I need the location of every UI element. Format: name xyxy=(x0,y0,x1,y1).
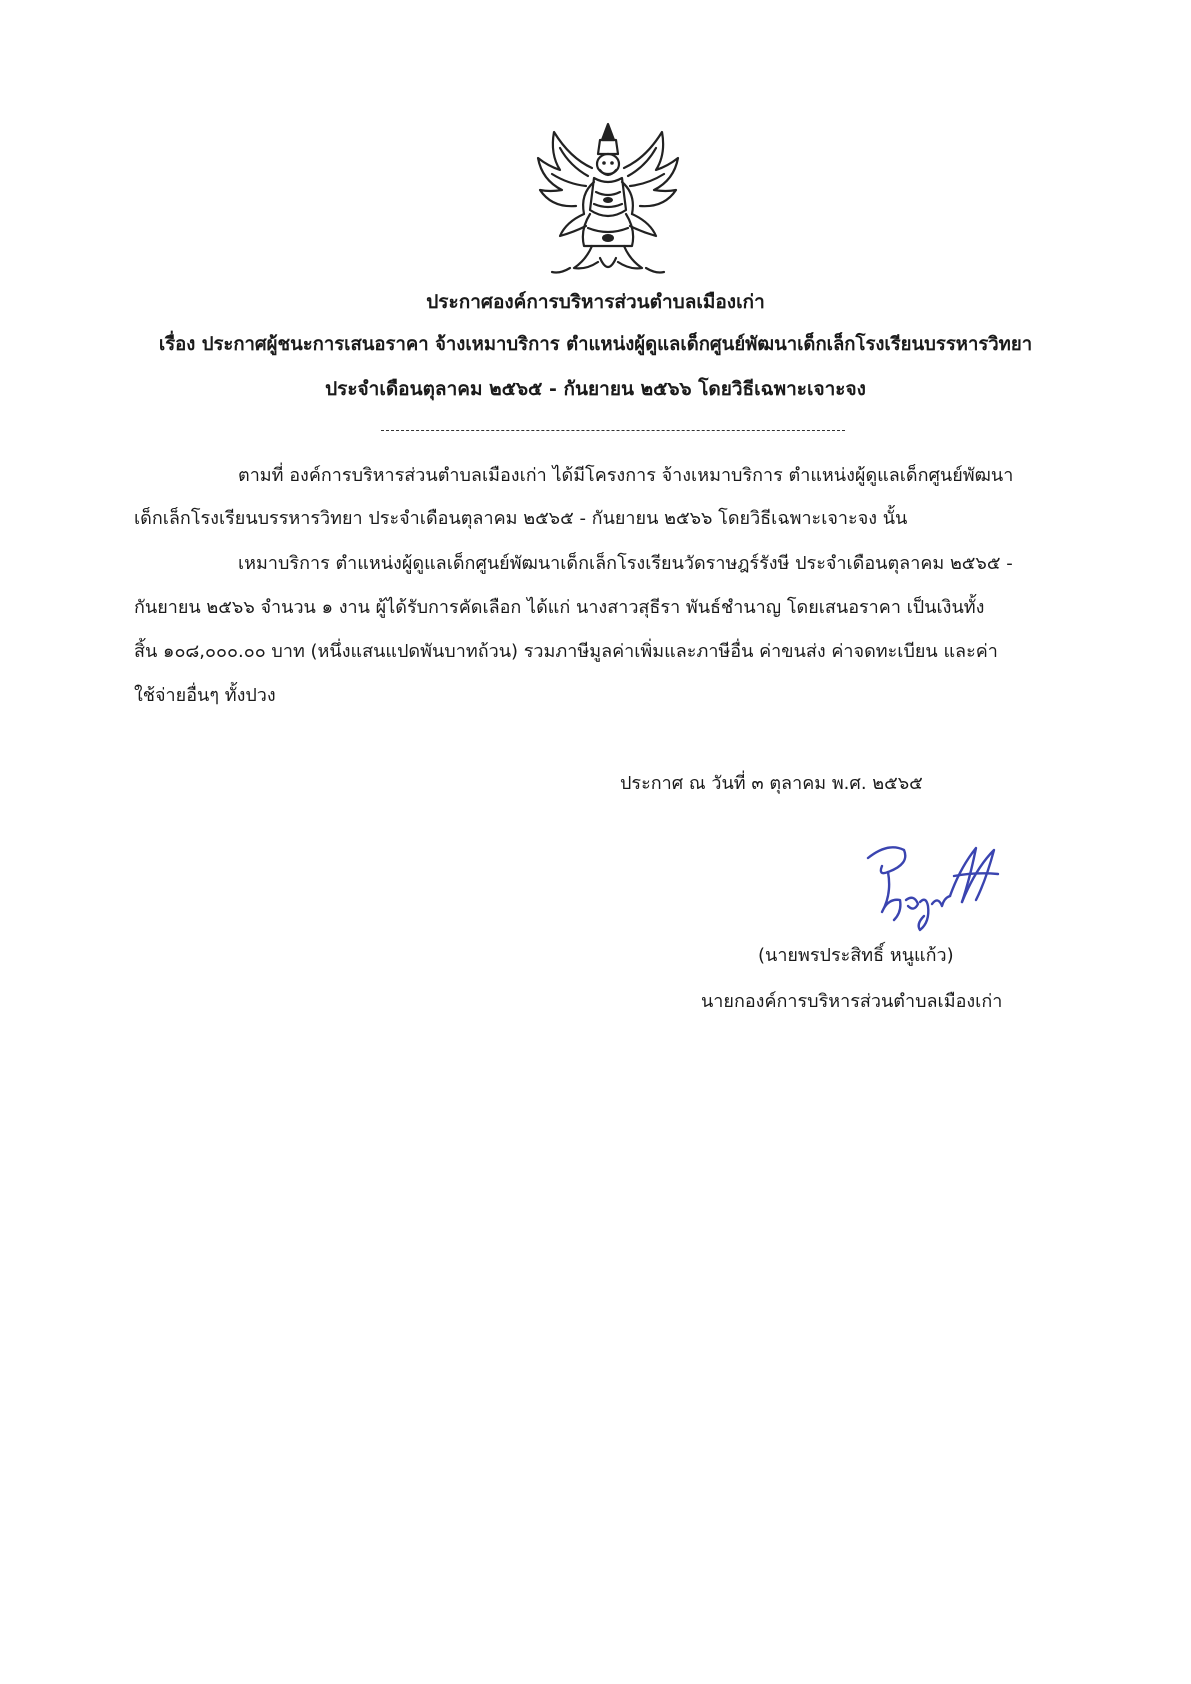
title-divider xyxy=(381,430,845,431)
paragraph-2-line-3: สิ้น ๑๐๘,๐๐๐.๐๐ บาท (หนึ่งแสนแปดพันบาทถ้วน) รวมภาษีมูลค่าเพิ่มและภาษีอื่น ค่าขนส่ง ค่าจดทะเบียน และค่า xyxy=(134,641,998,662)
signer-name: (นายพรประสิทธิ์ หนูแก้ว) xyxy=(758,945,954,966)
announcement-date: ประกาศ ณ วันที่ ๓ ตุลาคม พ.ศ. ๒๕๖๕ xyxy=(620,773,923,794)
paragraph-2-line-4: ใช้จ่ายอื่นๆ ทั้งปวง xyxy=(134,685,276,706)
garuda-emblem-icon xyxy=(530,118,686,284)
paragraph-2-line-2: กันยายน ๒๕๖๖ จำนวน ๑ งาน ผู้ได้รับการคัดเลือก ได้แก่ นางสาวสุธีรา พันธ์ชำนาญ โดยเสนอราคา เป็นเงินทั้ง xyxy=(134,597,985,618)
handwritten-signature-icon xyxy=(858,838,1008,934)
announcement-title: ประกาศองค์การบริหารส่วนตำบลเมืองเก่า xyxy=(426,291,765,313)
signer-title: นายกองค์การบริหารส่วนตำบลเมืองเก่า xyxy=(701,991,1003,1012)
paragraph-2-line-1: เหมาบริการ ตำแหน่งผู้ดูแลเด็กศูนย์พัฒนาเด็กเล็กโรงเรียนวัดราษฎร์รังษี ประจำเดือนตุลาคม ๒๕๖๕ - xyxy=(238,553,1013,574)
paragraph-1-line-2: เด็กเล็กโรงเรียนบรรหารวิทยา ประจำเดือนตุลาคม ๒๕๖๕ - กันยายน ๒๕๖๖ โดยวิธีเฉพาะเจาะจง นั้น xyxy=(134,508,908,529)
announcement-subject: เรื่อง ประกาศผู้ชนะการเสนอราคา จ้างเหมาบริการ ตำแหน่งผู้ดูแลเด็กศูนย์พัฒนาเด็กเล็กโรงเรียนบรรหารวิทยา xyxy=(158,334,1033,355)
paragraph-1-line-1: ตามที่ องค์การบริหารส่วนตำบลเมืองเก่า ได้มีโครงการ จ้างเหมาบริการ ตำแหน่งผู้ดูแลเด็กศูนย์พัฒนา xyxy=(238,465,1014,486)
announcement-period: ประจำเดือนตุลาคม ๒๕๖๕ - กันยายน ๒๕๖๖ โดยวิธีเฉพาะเจาะจง xyxy=(325,378,866,400)
